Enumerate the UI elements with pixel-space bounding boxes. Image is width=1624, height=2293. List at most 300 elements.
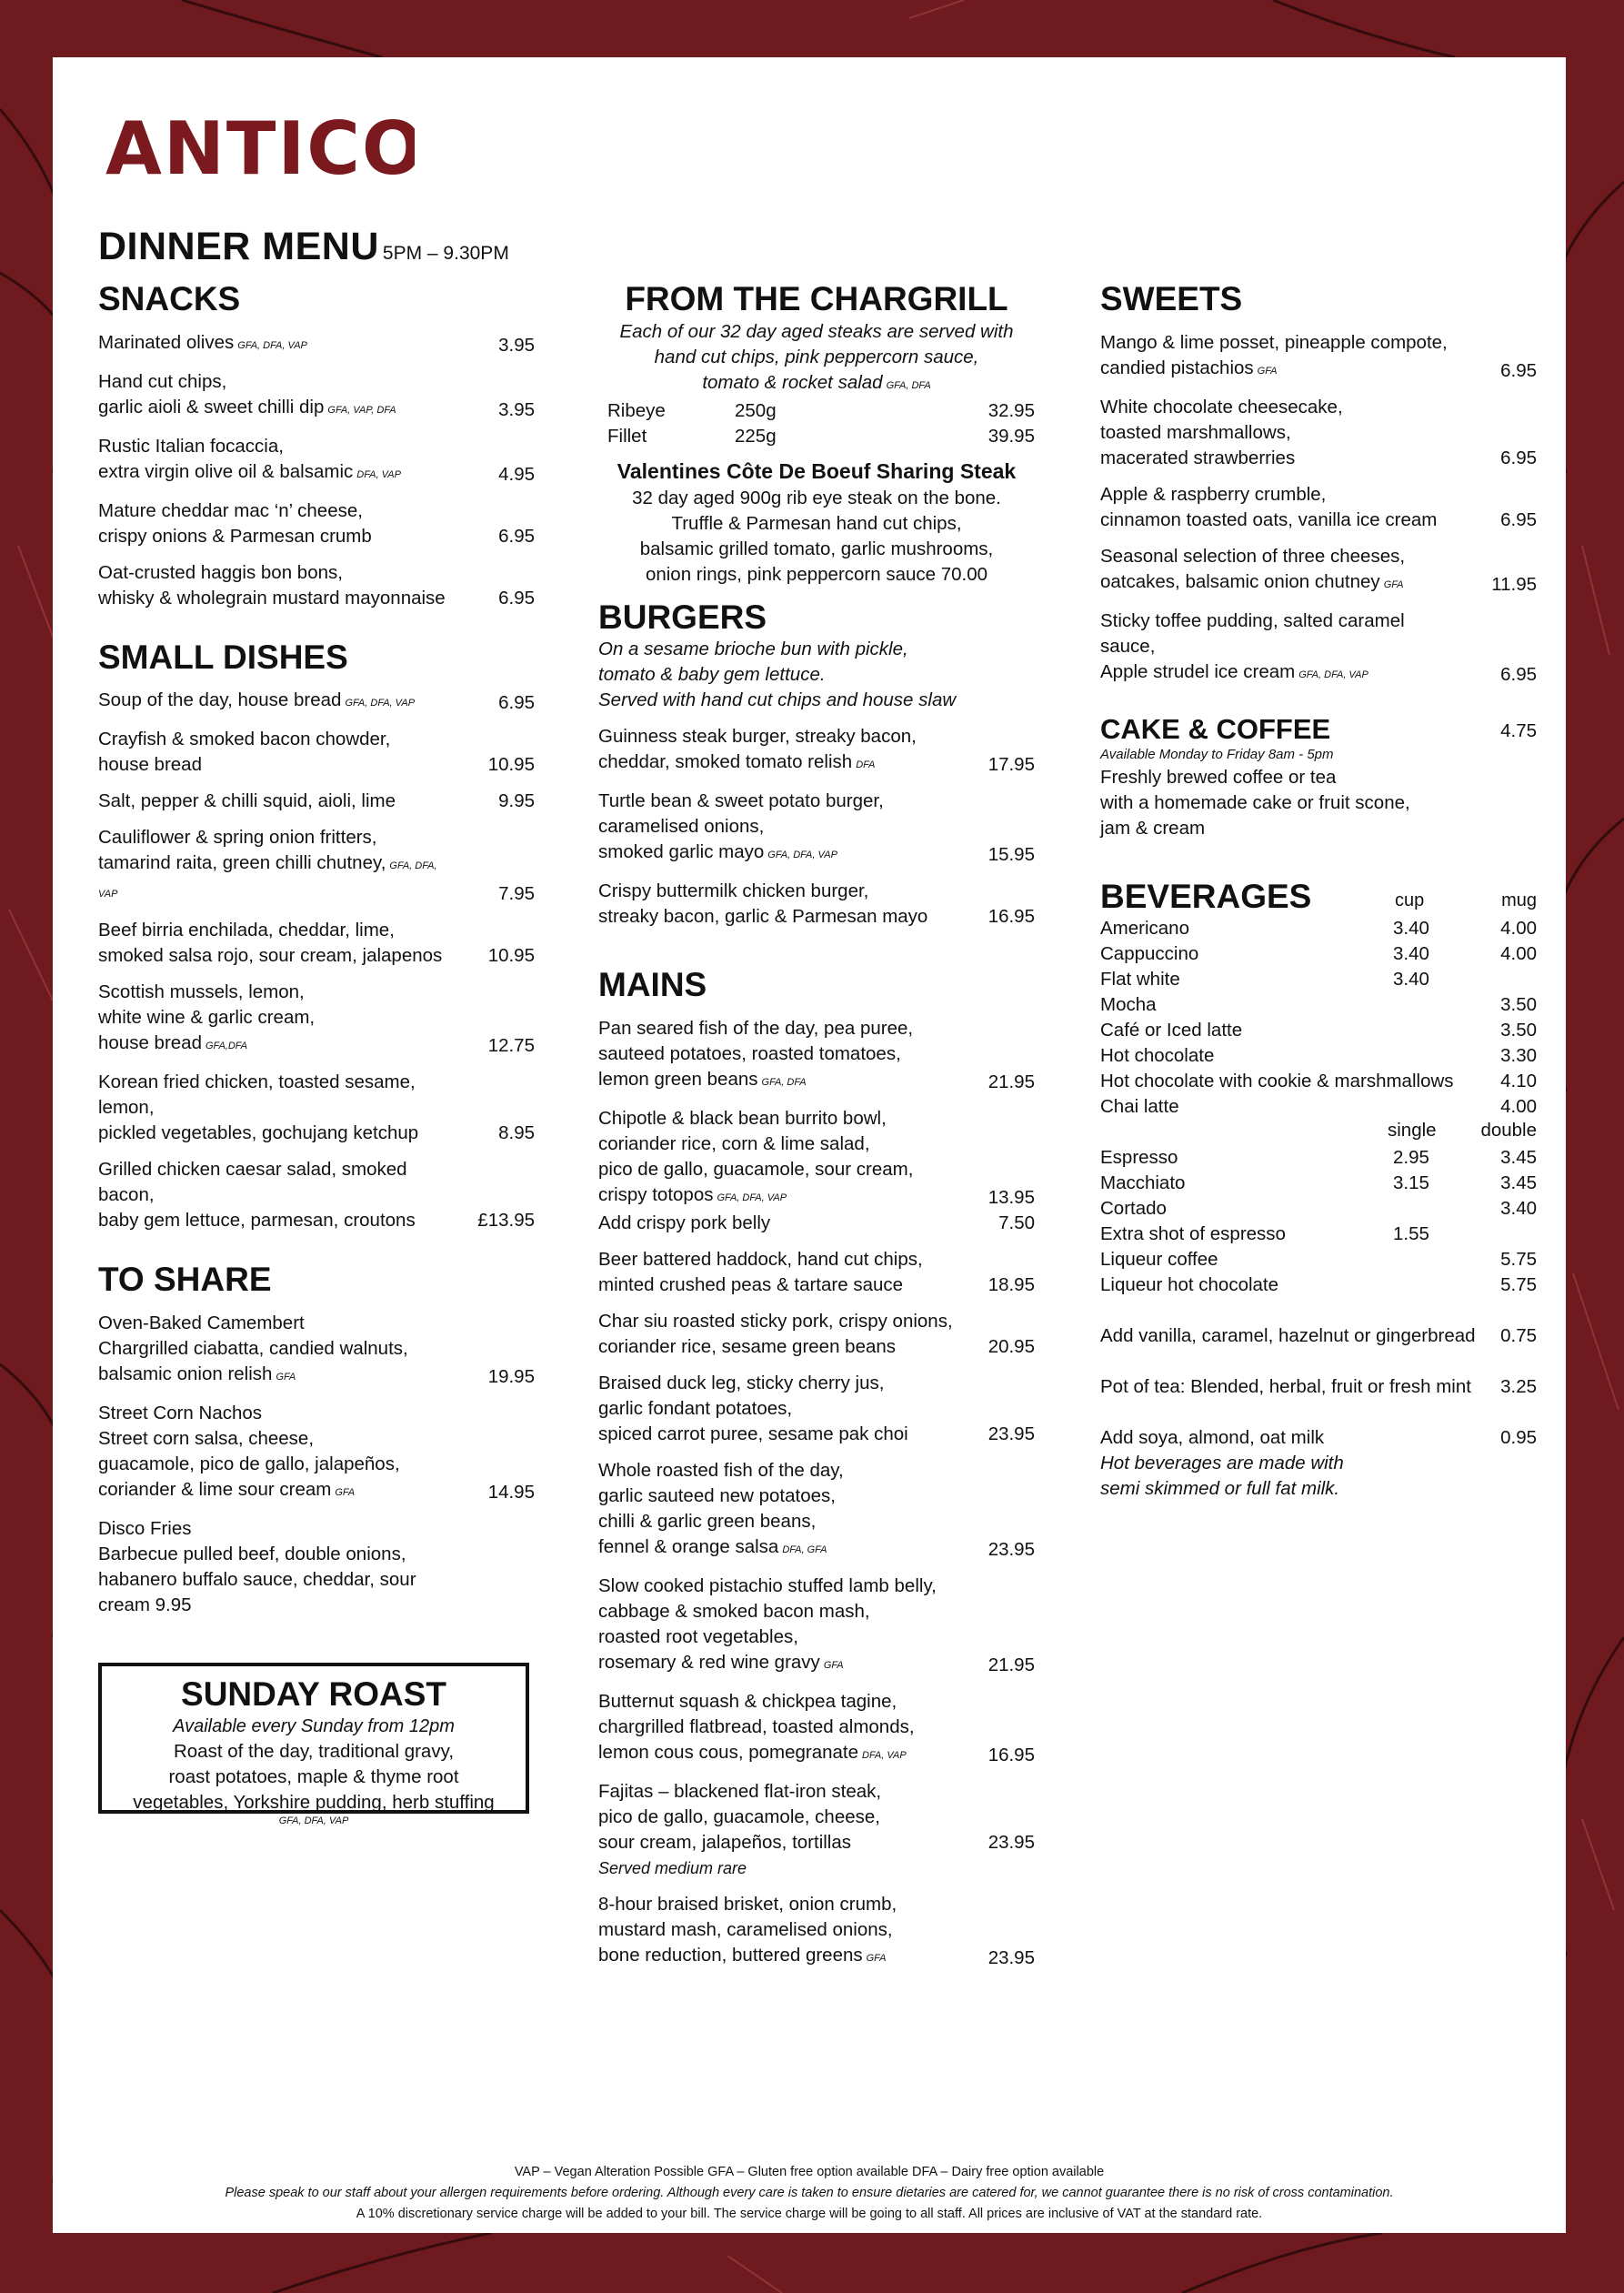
item-price: £13.95 — [477, 1210, 535, 1232]
item-price: 23.95 — [987, 1831, 1035, 1853]
menu-item — [98, 789, 535, 814]
item-price: 20.95 — [987, 1335, 1035, 1357]
item-line: fennel & orange salsa — [598, 1535, 779, 1557]
item-description — [98, 688, 453, 716]
menu-item — [598, 1892, 1035, 1971]
dietary-tags: GFA — [1257, 365, 1278, 377]
item-line: crispy onions & Parmesan crumb — [98, 525, 372, 547]
beverage-price-small: 3.40 — [1393, 943, 1429, 965]
extra-name: Pot of tea: Blended, herbal, fruit or fresh mint — [1100, 1376, 1471, 1398]
menu-items — [598, 1016, 1035, 1971]
item-line: house bread — [98, 1032, 202, 1054]
section-title: SNACKS — [98, 280, 241, 317]
item-price: 3.95 — [498, 334, 535, 356]
section-title: BEVERAGES — [1100, 878, 1312, 916]
menu-item — [98, 560, 535, 611]
beverage-name: Hot chocolate — [1100, 1045, 1215, 1067]
beverage-list — [1100, 916, 1537, 1120]
item-line: balsamic onion relish — [98, 1363, 273, 1384]
cake-coffee-price: 4.75 — [1500, 719, 1537, 741]
item-line: lemon cous cous, pomegranate — [598, 1741, 859, 1763]
item-description — [598, 1371, 953, 1447]
item-description — [598, 1779, 953, 1881]
beverage-price-large: 5.75 — [1500, 1249, 1537, 1271]
item-price: 4.95 — [498, 463, 535, 485]
item-price: 23.95 — [987, 1538, 1035, 1560]
dietary-tags: GFA, DFA — [761, 1076, 807, 1088]
item-description — [98, 1070, 453, 1146]
beverage-extra-row — [1100, 1374, 1537, 1400]
item-line: Guinness steak burger, streaky bacon, — [598, 726, 917, 748]
item-description — [98, 980, 453, 1059]
item-description — [98, 1516, 453, 1618]
dietary-tags: DFA, GFA — [782, 1544, 827, 1555]
item-description — [598, 1247, 953, 1298]
item-price: 7.95 — [498, 883, 535, 905]
item-line-wrap — [98, 1031, 453, 1059]
menu-items — [598, 724, 1035, 930]
section-title: TO SHARE — [98, 1261, 272, 1299]
intro-line: tomato & rocket salad — [702, 371, 883, 393]
item-price: 6.95 — [1500, 663, 1537, 685]
item-description — [598, 879, 953, 930]
description-line: jam & cream — [1100, 818, 1206, 840]
steak-row — [598, 424, 1035, 449]
item-description — [98, 727, 453, 778]
steak-weight: 250g — [735, 399, 777, 421]
item-line: Rustic Italian focaccia, — [98, 435, 284, 457]
item-line: white wine & garlic cream, — [98, 1007, 316, 1029]
menu-item — [98, 498, 535, 549]
item-line-wrap — [98, 330, 453, 358]
item-price: 6.95 — [1500, 447, 1537, 468]
item-description — [98, 330, 453, 358]
special-line: balsamic grilled tomato, garlic mushrooms, — [639, 538, 994, 559]
beverage-row — [1100, 1247, 1537, 1272]
item-price: 15.95 — [987, 844, 1035, 866]
beverage-name: Hot chocolate with cookie & marshmallows — [1100, 1071, 1454, 1092]
item-line-wrap — [598, 749, 953, 778]
burgers-intro — [598, 637, 1035, 713]
menu-item — [98, 1157, 535, 1233]
item-description — [598, 1458, 953, 1563]
item-line: Apple strudel ice cream — [1100, 660, 1296, 682]
beverage-price-large: 3.40 — [1500, 1198, 1537, 1220]
item-description — [598, 1574, 953, 1678]
item-line: White chocolate cheesecake, — [1100, 396, 1343, 417]
menu-item — [98, 434, 535, 488]
item-price: 3.95 — [498, 398, 535, 420]
steak-row — [598, 398, 1035, 424]
menu-item — [598, 1247, 1035, 1298]
item-line: house bread — [98, 754, 202, 776]
column-label-mug: mug — [1501, 890, 1537, 911]
item-description — [1100, 608, 1455, 688]
item-description — [598, 724, 953, 778]
item-description — [598, 1016, 953, 1095]
extra-price: 0.95 — [1500, 1427, 1537, 1449]
beverage-name: Chai latte — [1100, 1096, 1179, 1118]
dietary-tags: DFA, VAP — [862, 1749, 907, 1761]
extra-price: 0.75 — [1500, 1325, 1537, 1347]
section-title: BURGERS — [598, 598, 767, 636]
item-line: smoked salsa rojo, sour cream, jalapenos — [98, 945, 443, 967]
beverage-row — [1100, 1018, 1537, 1043]
item-line-wrap — [1100, 569, 1455, 598]
item-description — [1100, 482, 1455, 533]
note-line: Hot beverages are made with — [1100, 1453, 1344, 1474]
item-price: 11.95 — [1491, 573, 1537, 595]
item-line: guacamole, pico de gallo, jalapeños, — [98, 1453, 400, 1474]
item-line: habanero buffalo sauce, cheddar, sour cream 9.95 — [98, 1568, 416, 1615]
menu-items — [1100, 330, 1537, 688]
item-line: cinnamon toasted oats, vanilla ice cream — [1100, 508, 1438, 530]
item-line: Marinated olives — [98, 331, 235, 353]
beverage-row — [1100, 1222, 1537, 1247]
item-note: Served medium rare — [598, 1858, 747, 1877]
menu-item — [98, 688, 535, 716]
svg-text:ANTICO: ANTICO — [105, 110, 415, 183]
beverage-note — [1100, 1451, 1537, 1502]
item-price: 23.95 — [987, 1423, 1035, 1444]
item-price: 14.95 — [487, 1481, 535, 1503]
beverage-name: Mocha — [1100, 994, 1157, 1016]
item-line-wrap — [98, 459, 453, 488]
item-line-wrap — [98, 850, 453, 907]
item-line-wrap — [598, 840, 953, 868]
section-title: CAKE & COFFEE — [1100, 712, 1331, 745]
beverage-row — [1100, 1171, 1537, 1196]
dietary-tags: GFA — [866, 1952, 887, 1964]
cake-coffee-description — [1100, 765, 1537, 841]
item-line: Hand cut chips, — [98, 370, 227, 392]
item-price: 6.95 — [498, 525, 535, 547]
menu-title — [98, 225, 509, 269]
special-title: Valentines Côte De Boeuf Sharing Steak — [617, 458, 1017, 483]
dietary-tags: GFA, DFA — [886, 379, 931, 391]
special-description — [598, 486, 1035, 588]
item-description — [598, 1689, 953, 1768]
item-line: candied pistachios — [1100, 357, 1254, 378]
item-line: Oat-crusted haggis bon bons, — [98, 561, 343, 583]
section-burgers — [598, 598, 1035, 930]
dietary-tags: GFA, DFA, VAP — [98, 860, 437, 900]
item-line: cheddar, smoked tomato relish — [598, 751, 853, 773]
dietary-tags: GFA — [276, 1371, 296, 1383]
item-line: coriander & lime sour cream — [98, 1478, 332, 1500]
item-line: tamarind raita, green chilli chutney, — [98, 852, 386, 874]
item-line: Fajitas – blackened flat-iron steak, — [598, 1780, 882, 1802]
item-price: 17.95 — [987, 754, 1035, 776]
intro-line: Served with hand cut chips and house slaw — [598, 689, 957, 711]
item-line: garlic sauteed new potatoes, — [598, 1484, 836, 1506]
beverage-name: Espresso — [1100, 1147, 1178, 1169]
item-line: Scottish mussels, lemon, — [98, 981, 305, 1003]
item-line-wrap — [1100, 356, 1455, 384]
beverage-price-small: 3.15 — [1393, 1172, 1429, 1194]
menu-item — [1100, 395, 1537, 471]
column-middle — [598, 280, 1035, 1998]
section-cake-coffee — [1100, 713, 1537, 842]
item-line: sour cream, jalapeños, tortillas — [598, 1831, 852, 1853]
beverage-price-large: 3.45 — [1500, 1147, 1537, 1169]
item-line-wrap — [598, 1534, 953, 1563]
dietary-tags: GFA, DFA, VAP — [237, 339, 307, 351]
menu-item — [1100, 544, 1537, 598]
espresso-list — [1100, 1145, 1537, 1298]
steak-name: Fillet — [607, 425, 647, 447]
beverage-name: Cappuccino — [1100, 943, 1199, 965]
beverage-name: Cortado — [1100, 1198, 1167, 1220]
beverage-price-large: 4.10 — [1500, 1071, 1537, 1092]
item-price: 10.95 — [487, 754, 535, 776]
item-description — [98, 918, 453, 969]
dietary-tags: DFA — [856, 759, 876, 771]
item-line: Salt, pepper & chilli squid, aioli, lime — [98, 790, 396, 812]
beverage-extra-row — [1100, 1323, 1537, 1349]
section-mains — [598, 966, 1035, 1971]
intro-line: On a sesame brioche bun with pickle, — [598, 639, 908, 660]
item-line: crispy totopos — [598, 1183, 714, 1205]
item-line: minted crushed peas & tartare sauce — [598, 1273, 904, 1295]
item-line: Disco Fries — [98, 1517, 192, 1539]
beverage-row — [1100, 992, 1537, 1018]
dietary-tags: GFA,DFA — [205, 1041, 248, 1052]
menu-item — [98, 727, 535, 778]
beverages-header — [1100, 878, 1537, 916]
special-line: onion rings, pink peppercorn sauce 70.00 — [645, 563, 988, 585]
menu-item — [598, 724, 1035, 778]
beverage-extra-row — [1100, 1425, 1537, 1451]
menu-item — [598, 1689, 1035, 1768]
beverage-price-large: 4.00 — [1500, 943, 1537, 965]
item-line-wrap — [598, 1182, 953, 1211]
item-line: garlic aioli & sweet chilli dip — [98, 396, 325, 417]
menu-items — [98, 330, 535, 611]
item-line: bone reduction, buttered greens — [598, 1944, 863, 1966]
beverage-price-large: 5.75 — [1500, 1274, 1537, 1296]
menu-item — [598, 879, 1035, 930]
item-price: 10.95 — [487, 945, 535, 967]
item-price: 6.95 — [498, 692, 535, 714]
item-line: spiced carrot puree, sesame pak choi — [598, 1423, 908, 1444]
beverage-row — [1100, 1145, 1537, 1171]
item-price: 21.95 — [987, 1071, 1035, 1092]
intro-line: tomato & baby gem lettuce. — [598, 664, 826, 686]
extra-name: Add soya, almond, oat milk — [1100, 1427, 1325, 1449]
dietary-tags: DFA, VAP — [356, 468, 401, 480]
item-description — [598, 1211, 953, 1236]
menu-item — [1100, 330, 1537, 384]
item-line: Apple & raspberry crumble, — [1100, 483, 1327, 505]
cake-coffee-availability: Available Monday to Friday 8am - 5pm — [1100, 747, 1334, 763]
sunday-roast-title: SUNDAY ROAST — [181, 1675, 446, 1713]
column-label-double: double — [1480, 1120, 1537, 1141]
dietary-tags: GFA, DFA, VAP — [278, 1815, 349, 1826]
item-line-wrap — [598, 1067, 953, 1095]
description-line: with a homemade cake or fruit scone, — [1100, 792, 1410, 814]
item-line: pickled vegetables, gochujang ketchup — [98, 1122, 419, 1144]
item-line: Chargrilled ciabatta, candied walnuts, — [98, 1337, 408, 1359]
steak-price: 32.95 — [987, 399, 1035, 421]
item-line: roasted root vegetables, — [598, 1625, 798, 1647]
beverage-row — [1100, 1094, 1537, 1120]
item-price: 6.95 — [1500, 359, 1537, 381]
item-description — [1100, 544, 1455, 598]
item-line: baby gem lettuce, parmesan, croutons — [98, 1210, 416, 1232]
sunday-roast-line: Roast of the day, traditional gravy, — [173, 1740, 455, 1762]
item-line: mustard mash, caramelised onions, — [598, 1918, 893, 1940]
beverage-name: Macchiato — [1100, 1172, 1186, 1194]
item-description — [98, 1401, 453, 1505]
item-line: 8-hour braised brisket, onion crumb, — [598, 1893, 897, 1915]
menu-item — [98, 330, 535, 358]
menu-item — [1100, 608, 1537, 688]
menu-item — [1100, 482, 1537, 533]
beverage-price-large: 3.30 — [1500, 1045, 1537, 1067]
item-description — [598, 1106, 953, 1211]
item-line-wrap — [1100, 659, 1455, 688]
item-line: Slow cooked pistachio stuffed lamb belly, — [598, 1574, 937, 1596]
item-line: sauteed potatoes, roasted tomatoes, — [598, 1042, 901, 1064]
item-line-wrap — [98, 395, 453, 423]
steak-price: 39.95 — [987, 425, 1035, 447]
item-description — [598, 1309, 953, 1360]
intro-line: hand cut chips, pink peppercorn sauce, — [654, 346, 979, 367]
item-price: 9.95 — [498, 790, 535, 812]
item-line: Mature cheddar mac ‘n’ cheese, — [98, 499, 363, 521]
item-line: Crayfish & smoked bacon chowder, — [98, 729, 391, 750]
menu-item — [98, 1311, 535, 1390]
item-description — [1100, 330, 1455, 384]
item-price: 21.95 — [987, 1654, 1035, 1675]
item-price: 16.95 — [987, 906, 1035, 928]
item-line: Street Corn Nachos — [98, 1402, 263, 1423]
item-price: 12.75 — [487, 1035, 535, 1057]
item-line: Crispy buttermilk chicken burger, — [598, 880, 869, 902]
item-description — [98, 560, 453, 611]
menu-item — [98, 369, 535, 423]
item-description — [98, 434, 453, 488]
item-description — [98, 1311, 453, 1390]
antico-logo — [105, 110, 415, 187]
item-line: Street corn salsa, cheese, — [98, 1427, 315, 1449]
dietary-tags: GFA — [1383, 578, 1404, 590]
section-snacks — [98, 280, 535, 611]
beverage-name: Americano — [1100, 918, 1189, 940]
allergen-notice: Please speak to our staff about your allergen requirements before ordering. Although every care is taken to ensure dietaries are catered for, we cannot guarantee there is no risk of cross contamination. — [225, 2186, 1394, 2200]
item-line: pico de gallo, guacamole, sour cream, — [598, 1158, 914, 1180]
item-line: Seasonal selection of three cheeses, — [1100, 545, 1406, 567]
item-price: 8.95 — [498, 1122, 535, 1144]
item-line: Whole roasted fish of the day, — [598, 1459, 844, 1481]
beverage-row — [1100, 967, 1537, 992]
item-price: 16.95 — [987, 1744, 1035, 1765]
column-label-cup: cup — [1395, 890, 1425, 911]
beverage-row — [1100, 1196, 1537, 1222]
section-small-dishes — [98, 639, 535, 1234]
beverage-name: Flat white — [1100, 969, 1180, 991]
special-line: 32 day aged 900g rib eye steak on the bone. — [632, 487, 1001, 508]
item-description — [98, 498, 453, 549]
beverage-row — [1100, 916, 1537, 941]
item-price: 23.95 — [987, 1946, 1035, 1968]
section-title: FROM THE CHARGRILL — [625, 280, 1008, 317]
item-line: Beef birria enchilada, cheddar, lime, — [98, 920, 395, 941]
menu-item — [598, 1211, 1035, 1236]
menu-item — [598, 789, 1035, 868]
beverage-price-large: 3.50 — [1500, 994, 1537, 1016]
item-line: Chipotle & black bean burrito bowl, — [598, 1107, 887, 1129]
item-description — [598, 789, 953, 868]
menu-item — [98, 918, 535, 969]
section-title: SMALL DISHES — [98, 638, 348, 676]
item-price: 19.95 — [487, 1365, 535, 1387]
item-description — [98, 825, 453, 907]
item-line: whisky & wholegrain mustard mayonnaise — [98, 587, 446, 608]
item-line: garlic fondant potatoes, — [598, 1397, 793, 1419]
menu-item — [98, 825, 535, 907]
chargrill-intro — [598, 319, 1035, 398]
beverage-name: Liqueur hot chocolate — [1100, 1274, 1279, 1296]
menu-item — [598, 1574, 1035, 1678]
item-line: chilli & garlic green beans, — [598, 1510, 817, 1532]
dietary-tags: GFA, DFA, VAP — [1298, 669, 1368, 680]
menu-item — [98, 1516, 535, 1618]
steak-name: Ribeye — [607, 399, 666, 421]
menu-item — [598, 1106, 1035, 1211]
sunday-roast-availability: Available every Sunday from 12pm — [173, 1715, 455, 1736]
item-line-wrap — [98, 688, 453, 716]
item-line: coriander rice, sesame green beans — [598, 1335, 897, 1357]
section-chargrill — [598, 280, 1035, 588]
beverage-row — [1100, 1043, 1537, 1069]
dietary-tags: GFA — [823, 1659, 844, 1671]
footer-notes — [53, 2162, 1566, 2225]
item-line: caramelised onions, — [598, 816, 765, 838]
menu-item — [98, 1401, 535, 1505]
item-line-wrap — [98, 1477, 453, 1505]
item-price: 6.95 — [498, 587, 535, 608]
item-description — [98, 1157, 453, 1233]
item-line: Oven-Baked Camembert — [98, 1312, 305, 1333]
item-price: 7.50 — [998, 1212, 1035, 1233]
item-line: toasted marshmallows, — [1100, 421, 1291, 443]
item-price: 13.95 — [987, 1186, 1035, 1208]
dietary-tags: GFA, DFA, VAP — [717, 1192, 787, 1203]
beverage-name: Café or Iced latte — [1100, 1020, 1243, 1041]
dietary-tags: GFA, VAP, DFA — [327, 404, 396, 416]
item-line: Mango & lime posset, pineapple compote, — [1100, 331, 1448, 353]
item-description — [598, 1892, 953, 1971]
dietary-tags: GFA — [335, 1486, 356, 1498]
section-to-share — [98, 1261, 535, 1618]
item-line: Char siu roasted sticky pork, crispy onions, — [598, 1310, 953, 1332]
menu-item — [598, 1371, 1035, 1447]
steak-weight: 225g — [735, 425, 777, 447]
menu-item — [98, 980, 535, 1059]
intro-line: Each of our 32 day aged steaks are served with — [619, 320, 1014, 342]
item-line: lemon green beans — [598, 1068, 758, 1090]
menu-item — [598, 1779, 1035, 1881]
item-line-wrap — [98, 1362, 453, 1390]
section-beverages — [1100, 878, 1537, 1502]
menu-item — [598, 1016, 1035, 1095]
item-line: rosemary & red wine gravy — [598, 1651, 820, 1673]
item-line: streaky bacon, garlic & Parmesan mayo — [598, 906, 928, 928]
column-right — [1100, 280, 1537, 1502]
item-price: 18.95 — [987, 1273, 1035, 1295]
